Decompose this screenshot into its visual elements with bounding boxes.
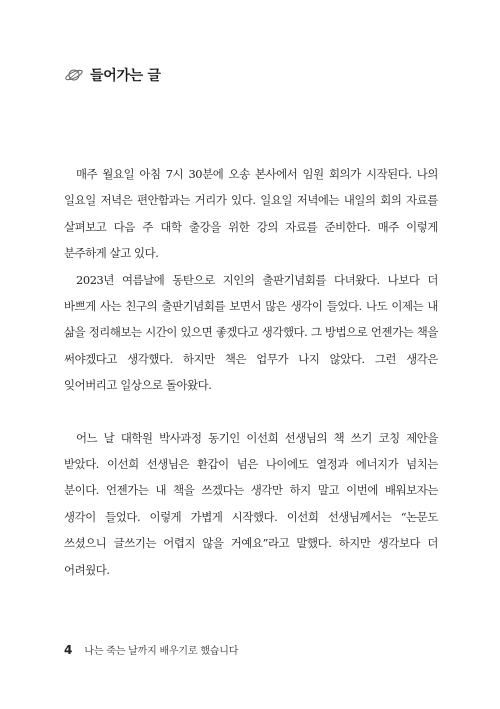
- paragraph-gap: [64, 399, 438, 425]
- page-footer: [64, 642, 238, 657]
- running-book-title: 나는 죽는 날까지 배우기로 했습니다: [84, 646, 239, 657]
- body-text: [64, 161, 438, 583]
- paragraph-2: 2023년 여름날에 동탄으로 지인의 출판기념회를 다녀왔다. 나보다 더 바쁘게 사는 친구의 출판기념회를 보면서 많은 생각이 들었다. 나도 이제는 내 삶을 정리해보는 시간이 있으면 좋겠다고 생각했다. 그 방법으로 언젠가는 책을 써야겠다고 생각했다. 하지만 책은 업무가 나지 않았다. 그런 생각은 잊어버리고 일상으로 돌아왔다.: [64, 272, 438, 393]
- page-number: 4: [64, 643, 73, 657]
- chapter-title: 들어가는 글: [90, 68, 161, 84]
- paragraph-3: 어느 날 대학원 박사과정 동기인 이선희 선생님의 책 쓰기 코칭 제안을 받았다. 이선희 선생님은 환갑이 넘은 나이에도 열정과 에너지가 넘치는 분이다. 언젠가는 내 책을 쓰겠다는 생각만 하지 말고 이번에 배워보자는 생각이 들었다. 이렇게 가볍게 시작했다. 이선희 선생님께서는 “논문도 쓰셨으니 글쓰기는 어렵지 않을 거예요”라고 말했다. 하지만 생각보다 더 어려웠다.: [64, 430, 438, 577]
- chapter-header: [64, 64, 161, 86]
- planet-ring-icon: [64, 66, 84, 84]
- paragraph-1: 매주 월요일 아침 7시 30분에 오송 본사에서 임원 회의가 시작된다. 나의 일요일 저녁은 편안함과는 거리가 있다. 일요일 저녁에는 내일의 회의 자료를 살펴보고 다음 주 대학 출강을 위한 강의 자료를 준비한다. 매주 이렇게 분주하게 살고 있다.: [64, 167, 438, 261]
